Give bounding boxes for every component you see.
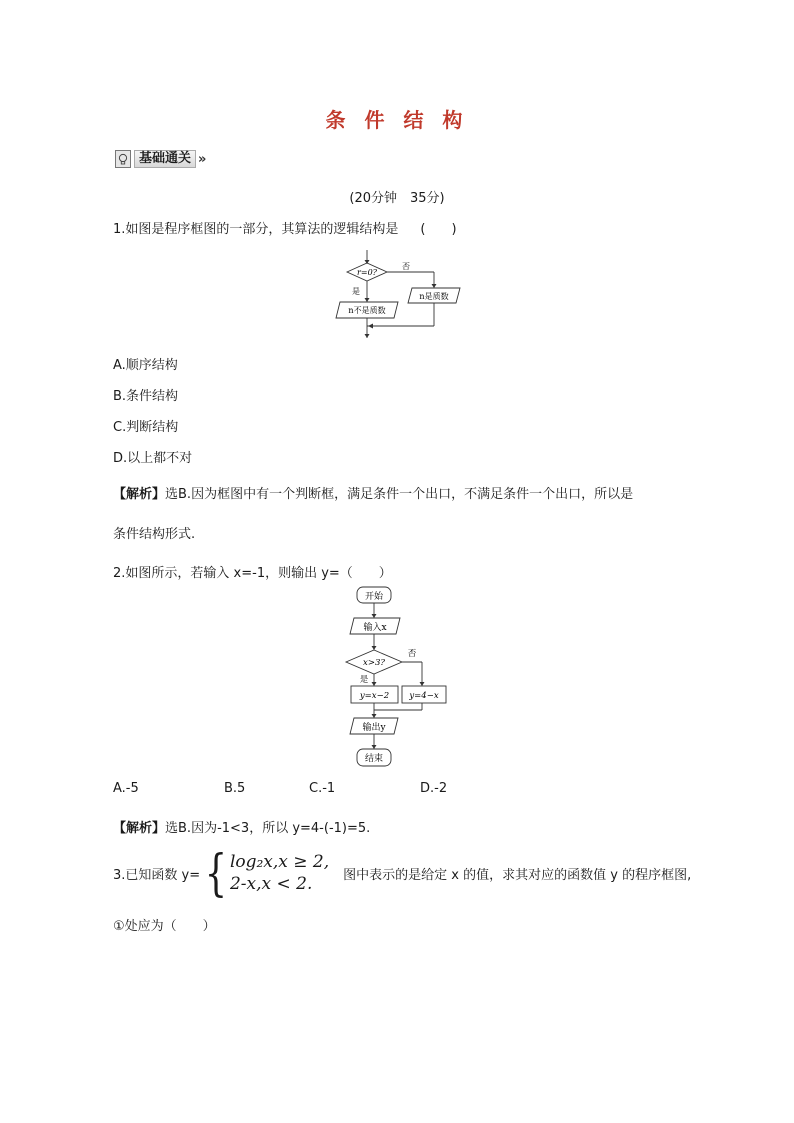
fc2-yes-label: 是	[359, 675, 369, 685]
fc2-left-box: y=x−2	[359, 691, 390, 701]
fc1-yes-label: 是	[352, 287, 360, 296]
q2-analysis	[113, 817, 370, 836]
q2-option-a: A.-5	[113, 781, 139, 796]
question-1-stem	[113, 218, 457, 237]
q1-option-c: C.判断结构	[113, 420, 179, 435]
q3-prefix: 3.已知函数 y=	[113, 867, 201, 883]
fc2-input: 输入x	[363, 623, 387, 633]
question-1-text: 1.如图是程序框图的一部分，其算法的逻辑结构是	[113, 222, 399, 237]
section-header	[115, 150, 206, 168]
q2-option-d: D.-2	[420, 781, 448, 796]
q2-option-b: B.5	[224, 781, 246, 796]
fc2-output: 输出y	[362, 723, 386, 733]
page-title: 条 件 结 构	[325, 108, 469, 132]
q3-suffix: 图中表示的是给定 x 的值，求其对应的函数值 y 的程序框图,	[343, 867, 692, 883]
q3-case-2: 2-x,x < 2.	[229, 874, 313, 894]
chevron-right-icon: »	[198, 151, 207, 167]
flowchart-2	[340, 585, 460, 770]
q2-option-c: C.-1	[309, 781, 336, 796]
flowchart-1	[330, 250, 470, 342]
q1-option-d: D.以上都不对	[113, 451, 193, 466]
question-2-stem: 2.如图所示，若输入 x=-1，则输出 y=（ ）	[113, 566, 392, 581]
analysis-text: 选B.因为-1<3，所以 y=4-(-1)=5.	[165, 821, 371, 836]
fc1-no-label: 否	[402, 262, 410, 271]
q1-option-b: B.条件结构	[113, 389, 179, 404]
q3-case-1: log₂x,x ≥ 2,	[229, 852, 330, 872]
fc1-decision: r=0?	[357, 268, 377, 277]
lightbulb-icon	[115, 150, 131, 168]
section-label: 基础通关	[134, 150, 196, 168]
fc2-right-box: y=4−x	[409, 691, 439, 701]
fc2-decision: x>3?	[363, 658, 385, 668]
fc2-no-label: 否	[407, 649, 417, 659]
fc1-left-box: n不是质数	[348, 306, 386, 315]
analysis-tag: 【解析】	[113, 821, 166, 836]
q1-analysis	[113, 483, 633, 502]
fc2-start: 开始	[364, 592, 384, 602]
answer-paren: ( )	[420, 222, 457, 237]
piecewise-function	[200, 844, 330, 902]
q3-line2: ①处应为（ ）	[113, 919, 216, 934]
q1-analysis-line2: 条件结构形式.	[113, 527, 196, 542]
analysis-text: 选B.因为框图中有一个判断框，满足条件一个出口，不满足条件一个出口，所以是	[165, 487, 634, 502]
q1-option-a: A.顺序结构	[113, 358, 178, 373]
left-brace-icon: {	[204, 844, 228, 902]
fc1-right-box: n是质数	[419, 292, 449, 301]
question-3-stem	[113, 844, 692, 902]
time-note: (20分钟 35分)	[349, 191, 445, 206]
analysis-tag: 【解析】	[113, 487, 166, 502]
fc2-end: 结束	[364, 754, 384, 764]
